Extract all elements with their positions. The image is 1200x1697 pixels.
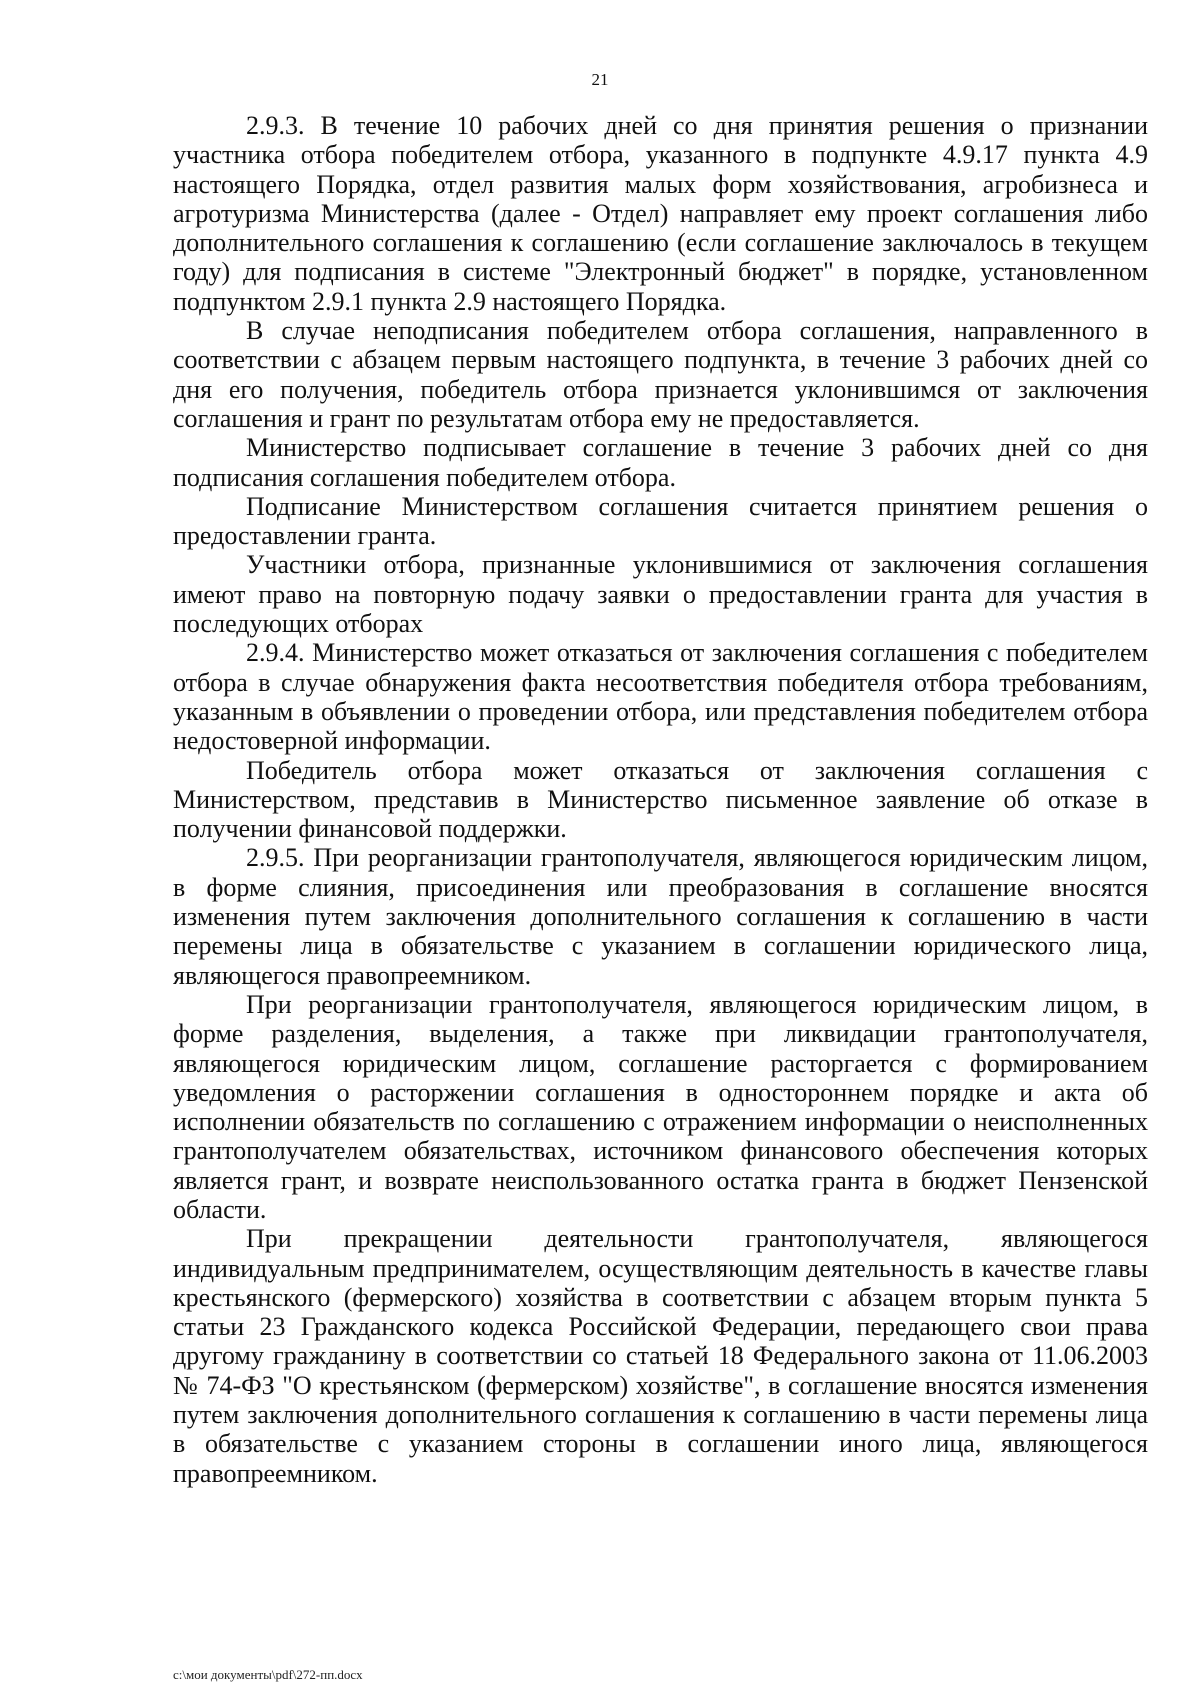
document-body bbox=[173, 111, 1148, 1488]
paragraph-non-signing: В случае неподписания победителем отбора соглашения, направленного в соответствии с абзацем первым настоящего подпункта, в течение 3 рабочих дней со дня его получения, победитель отбора признается уклонившимся от заключения соглашения и грант по результатам отбора ему не предоставляется. bbox=[173, 316, 1148, 433]
paragraph-reorganization: При реорганизации грантополучателя, являющегося юридическим лицом, в форме разделения, выделения, а также при ликвидации грантополучателя, являющегося юридическим лицом, соглашение расторгается с формированием уведомления о расторжении соглашения в одностороннем порядке и акта об исполнении обязательств по соглашению с отражением информации о неисполненных грантополучателем обязательствах, источником финансового обеспечения которых является грант, и возврате неиспользованного остатка гранта в бюджет Пензенской области. bbox=[173, 989, 1148, 1224]
paragraph-2-9-5: 2.9.5. При реорганизации грантополучателя, являющегося юридическим лицом, в форме слияния, присоединения или преобразования в соглашение вносятся изменения путем заключения дополнительного соглашения к соглашению в части перемены лица в обязательстве с указанием в соглашении юридического лица, являющегося правопреемником. bbox=[173, 843, 1148, 990]
paragraph-2-9-4: 2.9.4. Министерство может отказаться от заключения соглашения с победителем отбора в случае обнаружения факта несоответствия победителя отбора требованиям, указанным в объявлении о проведении отбора, или представления победителем отбора недостоверной информации. bbox=[173, 638, 1148, 756]
paragraph-winner-refusal: Победитель отбора может отказаться от заключения соглашения с Министерством, представив в Министерство письменное заявление об отказе в получении финансовой поддержки. bbox=[173, 755, 1148, 844]
paragraph-2-9-3: 2.9.3. В течение 10 рабочих дней со дня принятия решения о признании участника отбора победителем отбора, указанного в подпункте 4.9.17 пункта 4.9 настоящего Порядка, отдел развития малых форм хозяйствования, агробизнеса и агротуризма Министерства (далее - Отдел) направляет ему проект соглашения либо дополнительного соглашения к соглашению (если соглашение заключалось в текущем году) для подписания в системе "Электронный бюджет" в порядке, установленном подпунктом 2.9.1 пункта 2.9 настоящего Порядка. bbox=[173, 111, 1148, 316]
page-number: 21 bbox=[591, 70, 609, 89]
paragraph-ministry-signs: Министерство подписывает соглашение в течение 3 рабочих дней со дня подписания соглашения победителем отбора. bbox=[173, 433, 1148, 492]
paragraph-repeat-application: Участники отбора, признанные уклонившимися от заключения соглашения имеют право на повторную подачу заявки о предоставлении гранта для участия в последующих отборах bbox=[173, 550, 1148, 639]
paragraph-termination: При прекращении деятельности грантополучателя, являющегося индивидуальным предпринимателем, осуществляющим деятельность в качестве главы крестьянского (фермерского) хозяйства в соответствии с абзацем вторым пункта 5 статьи 23 Гражданского кодекса Российской Федерации, передающего свои права другому гражданину в соответствии со статьей 18 Федерального закона от 11.06.2003 № 74-ФЗ "О крестьянском (фермерском) хозяйстве", в соглашение вносятся изменения путем заключения дополнительного соглашения к соглашению в части перемены лица в обязательстве с указанием стороны в соглашении иного лица, являющегося правопреемником. bbox=[173, 1224, 1148, 1488]
paragraph-signing-decision: Подписание Министерством соглашения считается принятием решения о предоставлении гранта. bbox=[173, 491, 1148, 551]
footer-file-path: c:\мои документы\pdf\272-пп.docx bbox=[173, 1667, 363, 1682]
